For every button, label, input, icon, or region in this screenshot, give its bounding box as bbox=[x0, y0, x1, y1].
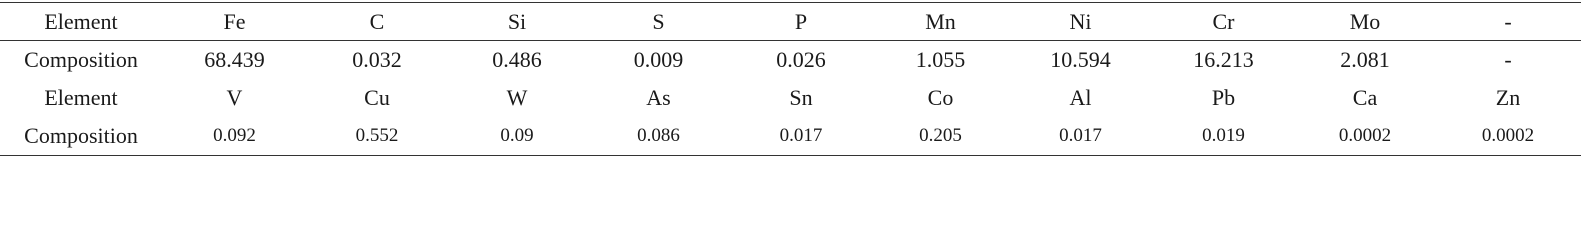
table-cell: C bbox=[307, 3, 447, 41]
table-cell: Ca bbox=[1352, 85, 1378, 110]
table-cell: V bbox=[226, 85, 243, 110]
table-cell: Fe bbox=[162, 3, 307, 41]
table-cell: W bbox=[506, 85, 528, 110]
table-row-element-1 bbox=[0, 3, 1581, 41]
table-cell: 16.213 bbox=[1193, 47, 1254, 72]
table-cell: Si bbox=[447, 3, 587, 41]
table-cell: - bbox=[1435, 3, 1581, 41]
table-cell: 0.205 bbox=[872, 117, 1009, 156]
table-cell: Cr bbox=[1152, 3, 1295, 41]
composition-table bbox=[0, 2, 1581, 156]
table-cell: 68.439 bbox=[204, 47, 265, 72]
table-cell: Pb bbox=[1211, 85, 1236, 110]
table-cell: 0.032 bbox=[352, 47, 402, 72]
row-label-composition: Composition bbox=[24, 47, 138, 72]
table-row-composition-2 bbox=[0, 117, 1581, 156]
table-cell: 0.092 bbox=[162, 117, 307, 156]
row-label-composition: Composition bbox=[0, 117, 162, 156]
table-cell: 0.0002 bbox=[1295, 117, 1435, 156]
table-cell: 2.081 bbox=[1340, 47, 1390, 72]
table-cell: Sn bbox=[789, 85, 813, 110]
table-cell: Co bbox=[927, 85, 954, 110]
table-cell: - bbox=[1504, 47, 1512, 72]
table-cell: 10.594 bbox=[1050, 47, 1111, 72]
table-cell: 0.552 bbox=[307, 117, 447, 156]
table-cell: 0.086 bbox=[587, 117, 730, 156]
table-cell: 0.0002 bbox=[1435, 117, 1581, 156]
table-cell: 0.486 bbox=[492, 47, 542, 72]
table-cell: Zn bbox=[1495, 85, 1521, 110]
table-cell: 0.017 bbox=[730, 117, 872, 156]
table-cell: 0.017 bbox=[1009, 117, 1152, 156]
table-cell: 0.026 bbox=[776, 47, 826, 72]
table-cell: Mo bbox=[1295, 3, 1435, 41]
table-cell: As bbox=[646, 85, 671, 110]
table-cell: 0.019 bbox=[1152, 117, 1295, 156]
table-cell: 1.055 bbox=[915, 47, 966, 72]
row-label-element: Element bbox=[44, 85, 118, 110]
table-cell: Mn bbox=[872, 3, 1009, 41]
table-cell: 0.09 bbox=[447, 117, 587, 156]
table-row-element-2 bbox=[0, 79, 1581, 117]
table-cell: Cu bbox=[364, 85, 390, 110]
table-cell: 0.009 bbox=[633, 47, 684, 72]
table-cell: Ni bbox=[1009, 3, 1152, 41]
table-row-composition-1 bbox=[0, 41, 1581, 80]
table-cell: Al bbox=[1069, 85, 1092, 110]
table-cell: P bbox=[730, 3, 872, 41]
table-cell: S bbox=[587, 3, 730, 41]
row-label-element: Element bbox=[0, 3, 162, 41]
